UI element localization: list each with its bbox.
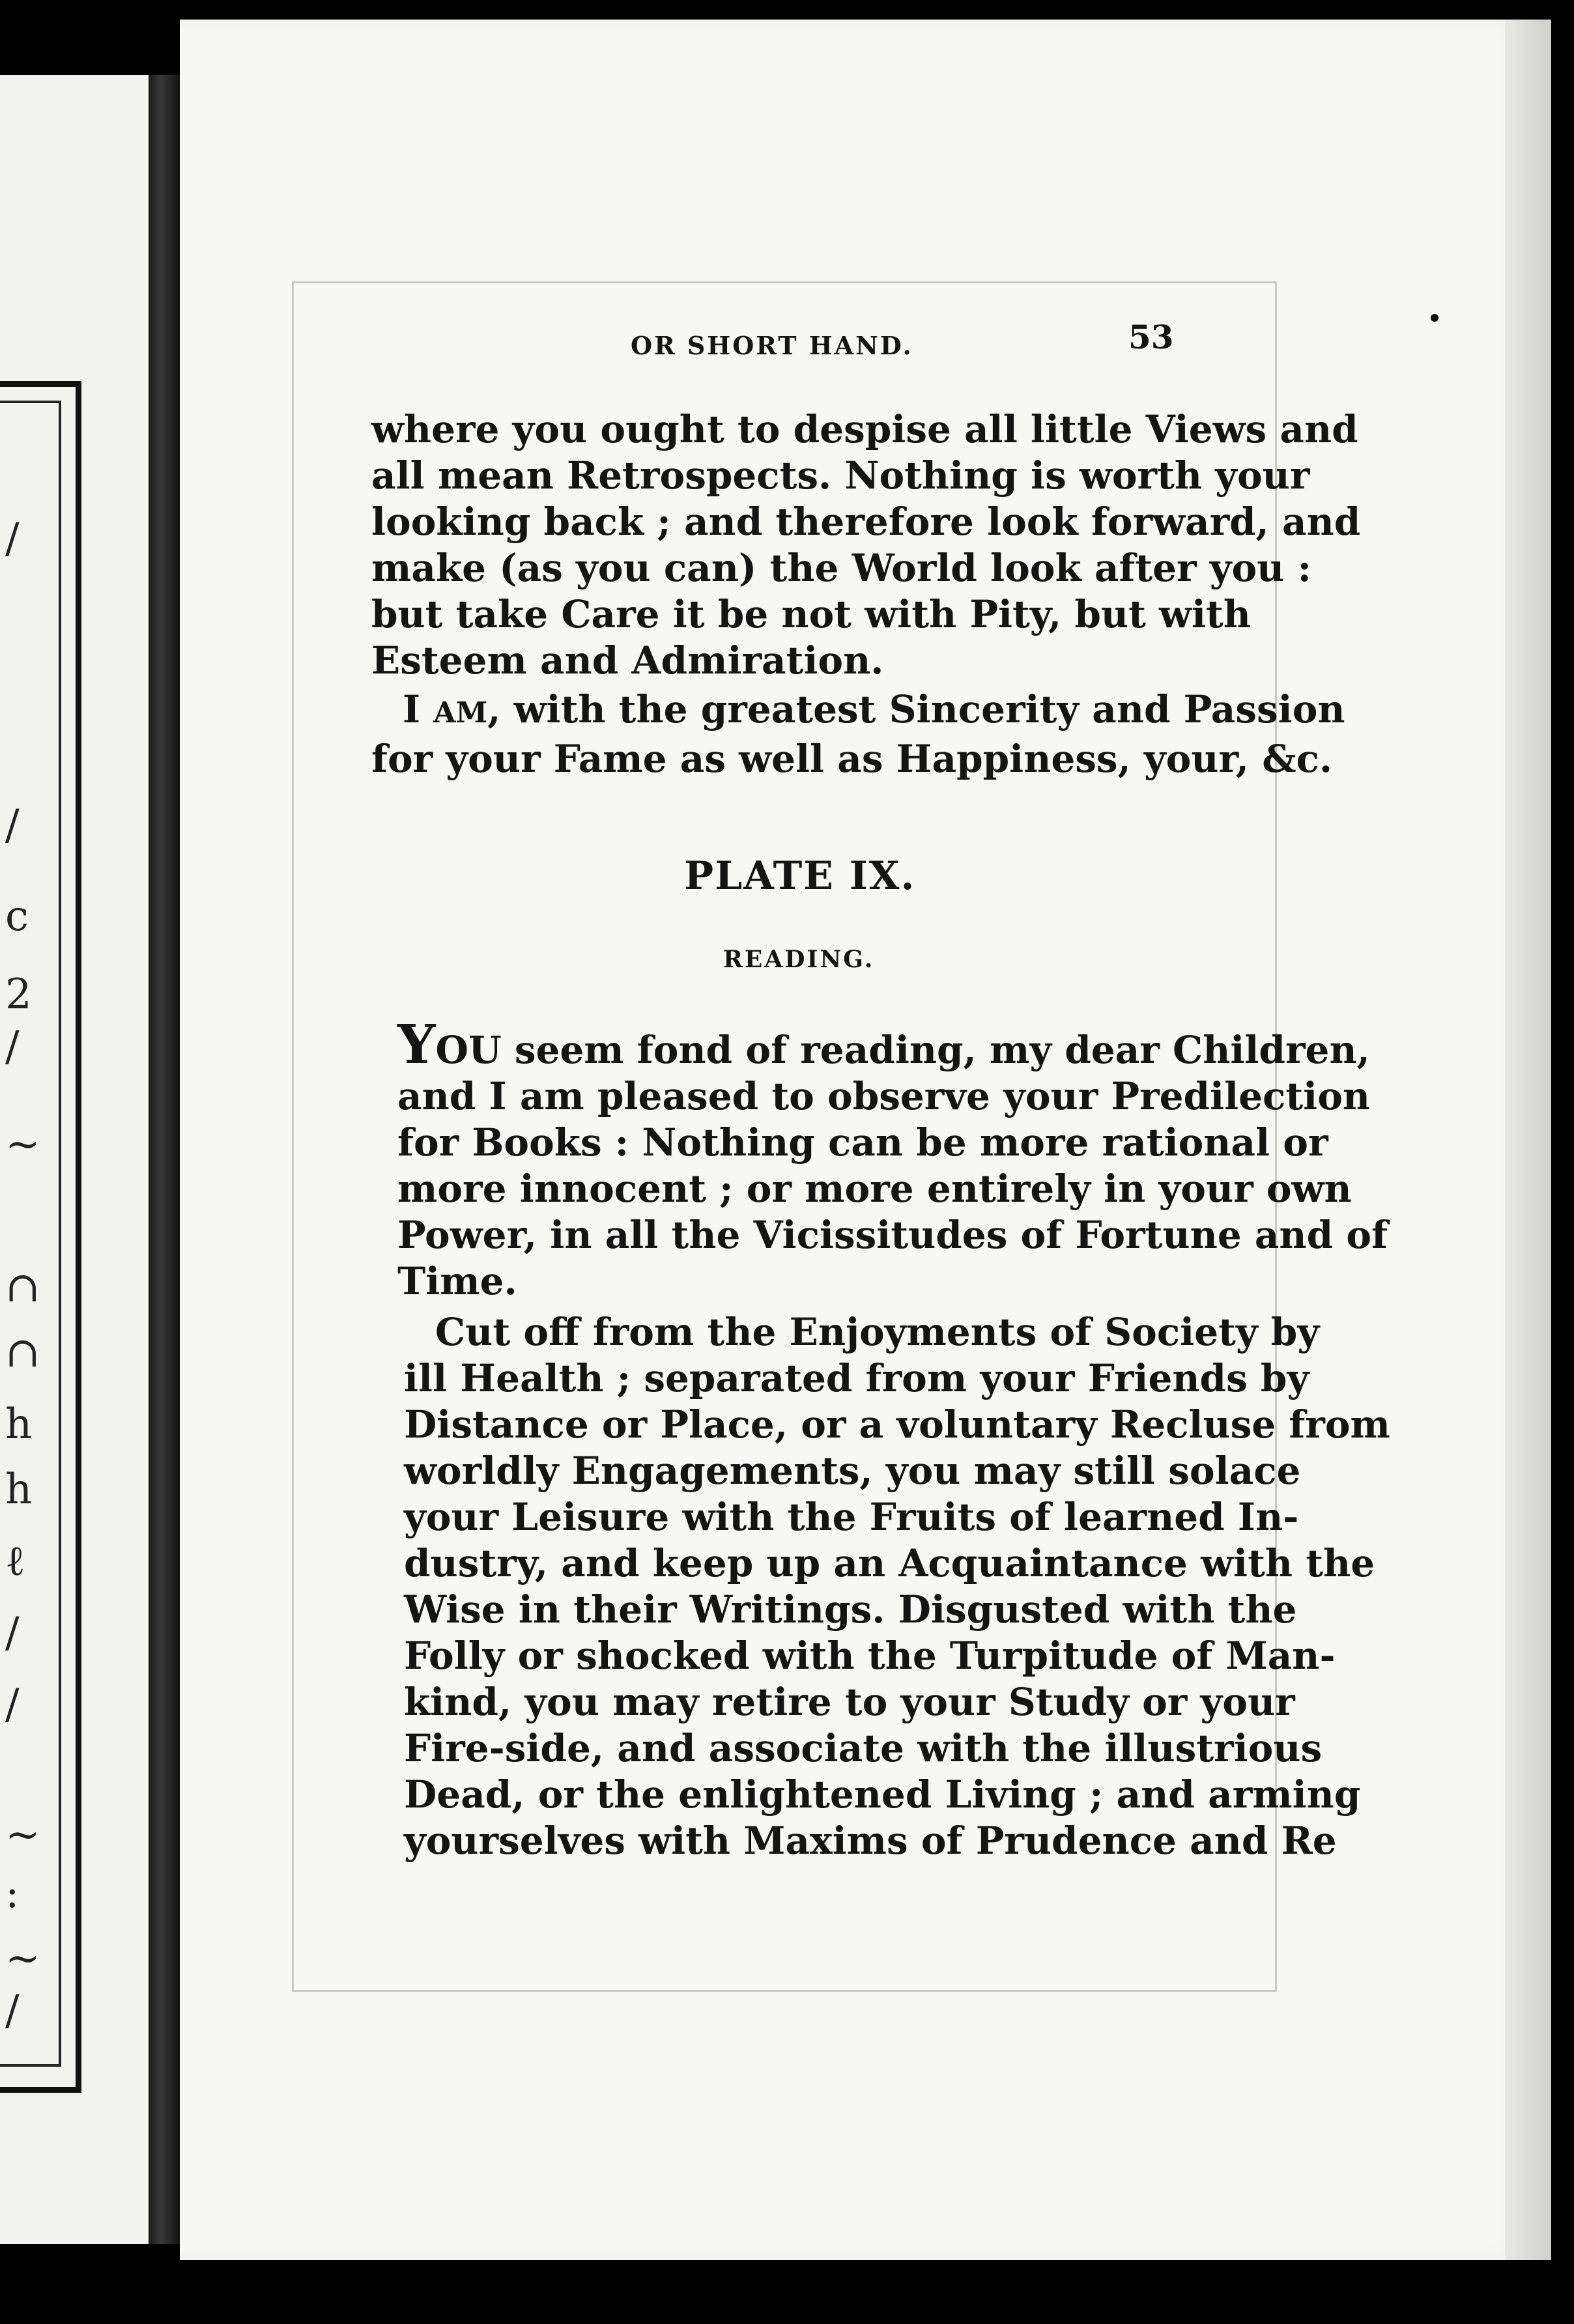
text-line: Distance or Place, or a voluntary Recluse from (404, 1402, 1390, 1447)
shorthand-mark: / (5, 1023, 20, 1071)
shorthand-mark: ~ (5, 1120, 40, 1169)
shorthand-mark: ~ (5, 1811, 40, 1859)
first-line-rest: OU seem fond of reading, my dear Children, (435, 1028, 1370, 1072)
text-line: Time. (397, 1259, 517, 1303)
text-line: kind, you may retire to your Study or your (404, 1680, 1295, 1724)
section-title: READING. (723, 946, 875, 973)
text-line: Power, in all the Vicissitudes of Fortune and of (397, 1213, 1388, 1257)
shorthand-mark: / (5, 1680, 20, 1729)
shorthand-mark: h (5, 1400, 33, 1449)
book-gutter (149, 75, 180, 2244)
shorthand-mark: ∩ (5, 1264, 40, 1312)
text-line (397, 1013, 1370, 1076)
page-number: 53 (1128, 318, 1174, 356)
shorthand-mark: h (5, 1466, 33, 1514)
text-line: Folly or shocked with the Turpitude of Man- (404, 1634, 1336, 1678)
left-page-shorthand-marks (0, 466, 46, 2035)
shorthand-mark: / (5, 1609, 20, 1657)
signoff-pronoun: I (403, 687, 421, 731)
text-line: Wise in their Writings. Disgusted with the (404, 1587, 1297, 1632)
shorthand-mark: / (5, 801, 20, 849)
text-line: Cut off from the Enjoyments of Society by (435, 1310, 1320, 1354)
text-line: Esteem and Admiration. (371, 638, 884, 683)
text-line: for your Fame as well as Happiness, your, &c. (371, 737, 1333, 781)
left-facing-page (0, 75, 149, 2244)
text-line: all mean Retrospects. Nothing is worth your (371, 453, 1310, 498)
text-line: your Leisure with the Fruits of learned In- (404, 1495, 1299, 1539)
shorthand-mark: ∩ (5, 1329, 40, 1377)
shorthand-mark: ~ (5, 1934, 40, 1983)
text-line: where you ought to despise all little Views and (371, 407, 1358, 451)
running-head: OR SHORT HAND. (631, 331, 913, 360)
text-line: and I am pleased to observe your Predilection (397, 1074, 1371, 1118)
text-line: yourselves with Maxims of Prudence and Re (404, 1819, 1337, 1863)
text-line: but take Care it be not with Pity, but with (371, 592, 1251, 636)
text-line: Dead, or the enlightened Living ; and arming (404, 1772, 1361, 1817)
paragraph-cut-off (404, 1309, 1390, 1864)
plate-title: PLATE IX. (684, 853, 916, 899)
page-edge-shadow (1505, 20, 1551, 2260)
text-line: Fire-side, and associate with the illustrious (404, 1726, 1323, 1770)
paragraph-signoff (371, 687, 1345, 782)
paragraph-letter-close (371, 406, 1361, 684)
shorthand-mark: / (5, 515, 20, 563)
signoff-smallcaps: AM (433, 696, 488, 730)
shorthand-mark: c (5, 892, 29, 941)
text-line (371, 687, 1345, 736)
text-line: dustry, and keep up an Acquaintance with the (404, 1541, 1375, 1585)
text-line: more innocent ; or more entirely in your own (397, 1167, 1352, 1211)
shorthand-mark: 2 (5, 971, 32, 1019)
paragraph-reading-intro (397, 1013, 1388, 1305)
text-line: looking back ; and therefore look forward, and (371, 500, 1361, 544)
text-line: make (as you can) the World look after you : (371, 546, 1311, 590)
text-line: ill Health ; separated from your Friends by (404, 1356, 1309, 1400)
text-line: worldly Engagements, you may still solace (404, 1449, 1301, 1493)
shorthand-mark: ℓ (5, 1537, 25, 1585)
shorthand-mark: / (5, 1987, 20, 2035)
ink-speck (1431, 314, 1438, 322)
signoff-rest: , with the greatest Sincerity and Passion (487, 687, 1345, 731)
shorthand-mark: : (5, 1869, 20, 1918)
drop-cap: Y (397, 1013, 436, 1076)
text-line: for Books : Nothing can be more rational or (397, 1120, 1328, 1165)
